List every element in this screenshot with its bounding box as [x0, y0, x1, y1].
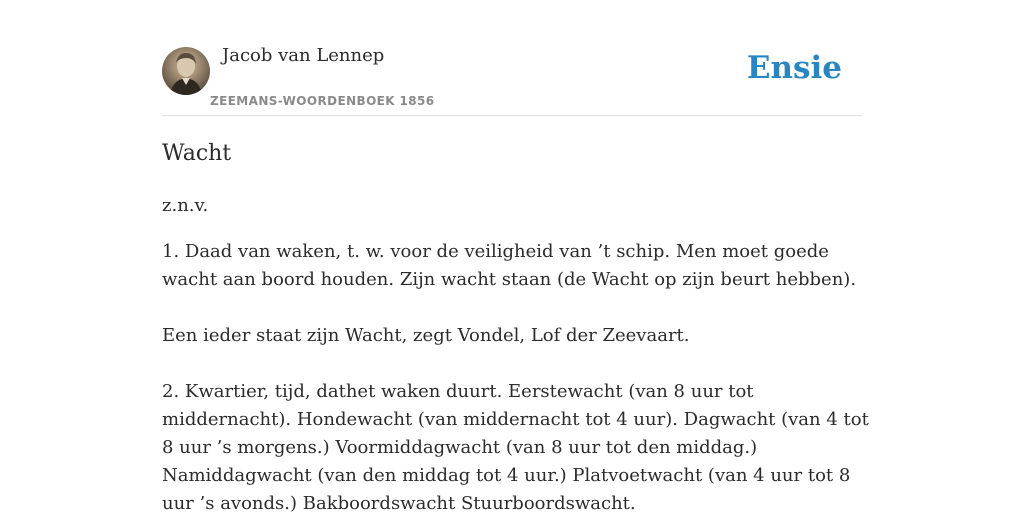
definition-paragraph: 1. Daad van waken, t. w. voor de veiligheid van ’t schip. Men moet goede wacht aan boord houden. Zijn wacht staan (de Wacht op zijn beurt hebben). — [162, 241, 857, 290]
source-label[interactable]: ZEEMANS-WOORDENBOEK 1856 — [210, 94, 435, 108]
part-of-speech: z.n.v. — [162, 195, 209, 216]
portrait-icon — [162, 47, 210, 95]
author-avatar[interactable] — [162, 47, 210, 95]
entry-title: Wacht — [162, 141, 232, 166]
definition-paragraph: 2. Kwartier, tijd, dathet waken duurt. Eerstewacht (van 8 uur tot middernacht). Hondewacht (van middernacht tot 4 uur). Dagwacht (van 4 tot 8 uur ’s morgens.) Voormiddagwacht (van 8 uur tot den middag.) Namiddagwacht (van den middag tot 4 uur.) Platvoetwacht (van 4 uur tot 8 uur ’s avonds.) Bakboordswacht Stuurboordswacht. — [162, 381, 869, 512]
author-name[interactable]: Jacob van Lennep — [222, 45, 385, 66]
brand-logo[interactable]: Ensie — [746, 50, 842, 86]
header — [162, 40, 862, 116]
entry-content — [162, 138, 872, 512]
definition-paragraph: Een ieder staat zijn Wacht, zegt Vondel, Lof der Zeevaart. — [162, 325, 690, 346]
